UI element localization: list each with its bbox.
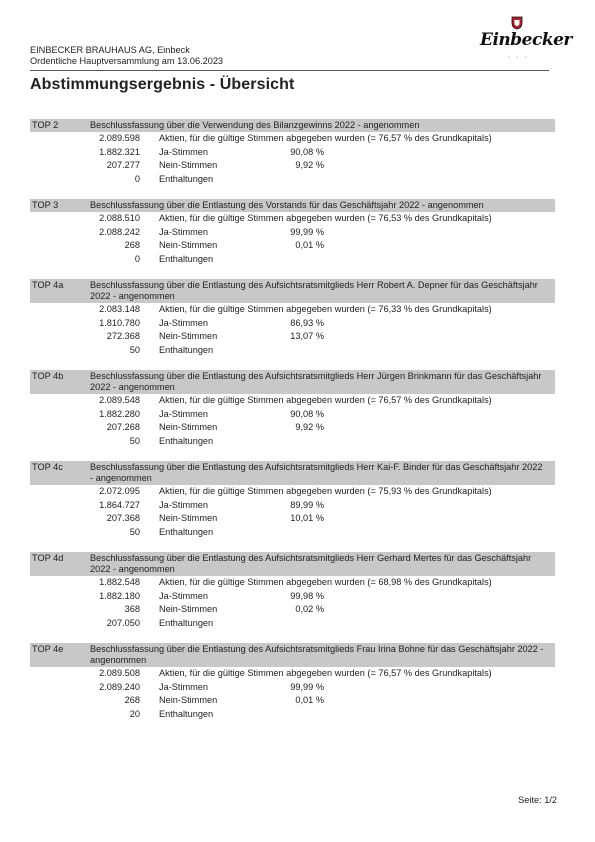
agenda-item-number: TOP 4b	[32, 371, 64, 381]
resolution-text: Beschlussfassung über die Entlastung des Aufsichtsratsmitglieds Herr Gerhard Mertes für das Geschäftsjahr 2022 - angenommen	[90, 553, 532, 574]
yes-votes-row	[30, 499, 555, 513]
yes-votes-row	[30, 317, 555, 331]
resolution-text: Beschlussfassung über die Entlastung des Vorstands für das Geschäftsjahr 2022 - angenommen	[90, 200, 484, 210]
no-votes-label: Nein-Stimmen	[159, 331, 218, 341]
yes-votes-label: Ja-Stimmen	[159, 499, 209, 510]
agenda-item-header	[30, 199, 555, 212]
agenda-item-header	[30, 279, 555, 303]
agenda-item-block	[30, 643, 555, 721]
abstentions-count: 0	[134, 173, 140, 184]
document-header	[30, 45, 549, 67]
valid-shares-row	[30, 132, 555, 146]
no-votes-row	[30, 512, 555, 526]
no-votes-row	[30, 239, 555, 253]
no-votes-count: 207.268	[106, 422, 140, 432]
abstentions-row	[30, 708, 555, 722]
no-votes-label: Nein-Stimmen	[159, 695, 218, 705]
no-votes-count: 272.368	[106, 331, 140, 341]
abstentions-row	[30, 435, 555, 449]
abstentions-count: 50	[129, 526, 140, 537]
agenda-item-header	[30, 370, 555, 394]
yes-votes-percent: 90,08 %	[290, 408, 324, 419]
valid-shares-count: 2.089.508	[99, 668, 140, 678]
company-logo	[478, 16, 572, 60]
no-votes-percent: 0,02 %	[295, 604, 324, 614]
valid-shares-label: Aktien, für die gültige Stimmen abgegeben wurden (= 76,33 % des Grundkapitals)	[159, 304, 492, 314]
yes-votes-percent: 86,93 %	[290, 317, 324, 328]
yes-votes-percent: 99,98 %	[290, 590, 324, 601]
agenda-item-block	[30, 119, 555, 186]
yes-votes-count: 1.864.727	[99, 499, 140, 510]
yes-votes-count: 2.088.242	[99, 226, 140, 237]
valid-shares-label: Aktien, für die gültige Stimmen abgegeben wurden (= 76,57 % des Grundkapitals)	[159, 133, 492, 143]
abstentions-count: 207.050	[106, 617, 140, 628]
agenda-item-number: TOP 4e	[32, 644, 64, 654]
no-votes-row	[30, 330, 555, 344]
abstentions-label: Enthaltungen	[159, 253, 214, 264]
valid-shares-row	[30, 394, 555, 408]
crest-icon	[510, 16, 524, 30]
resolution-text: Beschlussfassung über die Entlastung des Aufsichtsratsmitglieds Herr Kai-F. Binder für das Geschäftsjahr 2022 - angenommen	[90, 462, 543, 483]
no-votes-count: 368	[124, 604, 140, 614]
yes-votes-percent: 90,08 %	[290, 146, 324, 157]
valid-shares-label: Aktien, für die gültige Stimmen abgegeben wurden (= 68,98 % des Grundkapitals)	[159, 577, 492, 587]
valid-shares-label: Aktien, für die gültige Stimmen abgegeben wurden (= 76,53 % des Grundkapitals)	[159, 213, 492, 223]
no-votes-count: 268	[124, 695, 140, 705]
valid-shares-count: 2.089.548	[99, 395, 140, 405]
header-divider	[30, 70, 549, 71]
meeting-line: Ordentliche Hauptversammlung am 13.06.2023	[30, 56, 224, 66]
resolution-text: Beschlussfassung über die Entlastung des Aufsichtsratsmitglieds Herr Robert A. Depner für das Geschäftsjahr 2022 - angenommen	[90, 280, 538, 301]
abstentions-row	[30, 526, 555, 540]
agenda-item-block	[30, 279, 555, 357]
yes-votes-count: 1.882.321	[99, 146, 140, 157]
abstentions-row	[30, 253, 555, 267]
agenda-item-block	[30, 552, 555, 630]
yes-votes-count: 2.089.240	[99, 681, 140, 692]
yes-votes-percent: 99,99 %	[290, 226, 324, 237]
abstentions-label: Enthaltungen	[159, 173, 214, 184]
vote-results-list	[30, 119, 555, 734]
no-votes-label: Nein-Stimmen	[159, 240, 218, 250]
no-votes-percent: 10,01 %	[290, 513, 324, 523]
abstentions-count: 20	[129, 708, 140, 719]
yes-votes-row	[30, 408, 555, 422]
abstentions-count: 0	[134, 253, 140, 264]
yes-votes-count: 1.882.280	[99, 408, 140, 419]
no-votes-row	[30, 421, 555, 435]
no-votes-label: Nein-Stimmen	[159, 604, 218, 614]
valid-shares-count: 2.083.148	[99, 304, 140, 314]
yes-votes-row	[30, 681, 555, 695]
yes-votes-label: Ja-Stimmen	[159, 317, 209, 328]
no-votes-count: 207.368	[106, 513, 140, 523]
agenda-item-number: TOP 4d	[32, 553, 64, 563]
abstentions-label: Enthaltungen	[159, 617, 214, 628]
no-votes-percent: 13,07 %	[290, 331, 324, 341]
abstentions-row	[30, 344, 555, 358]
agenda-item-number: TOP 4c	[32, 462, 63, 472]
abstentions-count: 50	[129, 435, 140, 446]
logo-wordmark: Einbecker	[480, 30, 572, 50]
abstentions-label: Enthaltungen	[159, 344, 214, 355]
no-votes-count: 268	[124, 240, 140, 250]
yes-votes-label: Ja-Stimmen	[159, 226, 209, 237]
agenda-item-block	[30, 461, 555, 539]
no-votes-percent: 0,01 %	[295, 695, 324, 705]
yes-votes-row	[30, 590, 555, 604]
valid-shares-label: Aktien, für die gültige Stimmen abgegeben wurden (= 76,57 % des Grundkapitals)	[159, 668, 492, 678]
agenda-item-header	[30, 119, 555, 132]
agenda-item-block	[30, 199, 555, 266]
abstentions-label: Enthaltungen	[159, 435, 214, 446]
valid-shares-count: 2.072.095	[99, 486, 140, 496]
agenda-item-block	[30, 370, 555, 448]
yes-votes-label: Ja-Stimmen	[159, 590, 209, 601]
yes-votes-row	[30, 226, 555, 240]
agenda-item-header	[30, 643, 555, 667]
logo-underline-icon: • • •	[508, 54, 530, 59]
valid-shares-count: 2.088.510	[99, 213, 140, 223]
agenda-item-number: TOP 4a	[32, 280, 64, 290]
abstentions-row	[30, 173, 555, 187]
no-votes-percent: 9,92 %	[295, 422, 324, 432]
no-votes-row	[30, 603, 555, 617]
agenda-item-header	[30, 552, 555, 576]
agenda-item-header	[30, 461, 555, 485]
valid-shares-row	[30, 303, 555, 317]
yes-votes-percent: 89,99 %	[290, 499, 324, 510]
no-votes-row	[30, 694, 555, 708]
no-votes-percent: 9,92 %	[295, 160, 324, 170]
resolution-text: Beschlussfassung über die Entlastung des Aufsichtsratsmitglieds Herr Jürgen Brinkmann für das Geschäftsjahr 2022 - angenommen	[90, 371, 542, 392]
agenda-item-number: TOP 2	[32, 120, 59, 130]
abstentions-label: Enthaltungen	[159, 526, 214, 537]
no-votes-label: Nein-Stimmen	[159, 160, 218, 170]
valid-shares-label: Aktien, für die gültige Stimmen abgegeben wurden (= 75,93 % des Grundkapitals)	[159, 486, 492, 496]
valid-shares-count: 1.882.548	[99, 577, 140, 587]
valid-shares-label: Aktien, für die gültige Stimmen abgegeben wurden (= 76,57 % des Grundkapitals)	[159, 395, 492, 405]
valid-shares-row	[30, 212, 555, 226]
no-votes-percent: 0,01 %	[295, 240, 324, 250]
agenda-item-number: TOP 3	[32, 200, 59, 210]
abstentions-row	[30, 617, 555, 631]
page-title: Abstimmungsergebnis - Übersicht	[30, 76, 295, 93]
yes-votes-percent: 99,99 %	[290, 681, 324, 692]
valid-shares-row	[30, 667, 555, 681]
yes-votes-label: Ja-Stimmen	[159, 146, 209, 157]
abstentions-label: Enthaltungen	[159, 708, 214, 719]
yes-votes-count: 1.882.180	[99, 590, 140, 601]
no-votes-label: Nein-Stimmen	[159, 422, 218, 432]
resolution-text: Beschlussfassung über die Verwendung des Bilanzgewinns 2022 - angenommen	[90, 120, 420, 130]
valid-shares-row	[30, 485, 555, 499]
resolution-text: Beschlussfassung über die Entlastung des Aufsichtsratsmitglieds Frau Irina Bohne für das Geschäftsjahr 2022 - angenommen	[90, 644, 544, 665]
yes-votes-count: 1.810.780	[99, 317, 140, 328]
yes-votes-row	[30, 146, 555, 160]
company-name: EINBECKER BRAUHAUS AG, Einbeck	[30, 45, 190, 55]
valid-shares-row	[30, 576, 555, 590]
valid-shares-count: 2.089.598	[99, 133, 140, 143]
no-votes-count: 207.277	[106, 160, 140, 170]
no-votes-label: Nein-Stimmen	[159, 513, 218, 523]
no-votes-row	[30, 159, 555, 173]
yes-votes-label: Ja-Stimmen	[159, 408, 209, 419]
page-number: Seite: 1/2	[518, 795, 557, 805]
abstentions-count: 50	[129, 344, 140, 355]
yes-votes-label: Ja-Stimmen	[159, 681, 209, 692]
